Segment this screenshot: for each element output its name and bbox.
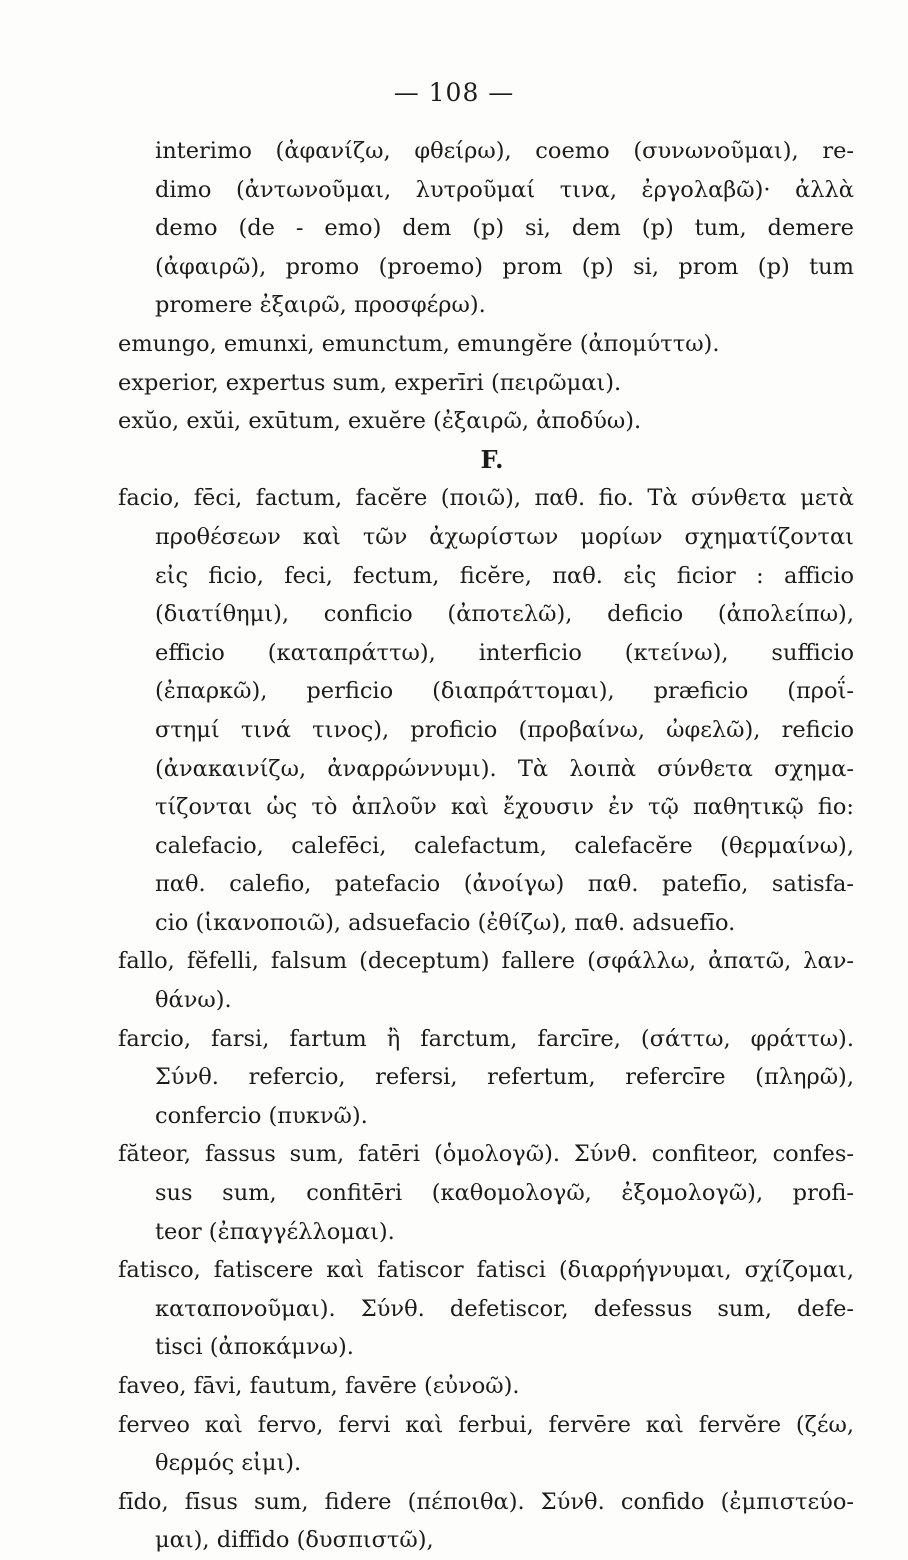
text-line: demo (de - emo) dem (p) si, dem (p) tum, demere [155,215,854,242]
text-line: θερμός εἰμι). [155,1450,302,1477]
text-line: tisci (ἀποκάμνω). [155,1334,354,1361]
text-line: Σύνθ. refercio, refersi, refertum, refercīre (πληρῶ), [155,1064,854,1091]
text-line: emungo, emunxi, emunctum, emungĕre (ἀπομύττω). [118,330,720,357]
text-line: μαι), diffido (δυσπιστῶ), [155,1527,434,1554]
text-line: παθ. calefio, patefacio (ἀνοίγω) παθ. patefīo, satisfa- [155,871,854,898]
text-line: experior, expertus sum, experīri (πειρῶμαι). [118,369,622,396]
text-line: exŭo, exŭi, exūtum, exuĕre (ἐξαιρῶ, ἀποδύω). [118,408,642,435]
text-line: calefacio, calefēci, calefactum, calefacĕre (θερμαίνω), [155,832,854,859]
text-line: (ἀνακαινίζω, ἀναρρώννυμι). Τὰ λοιπὰ σύνθετα σχημα- [155,755,854,782]
text-line: promere ἐξαιρῶ, προσφέρω). [155,292,486,319]
text-line: ferveo καὶ fervo, fervi καὶ ferbui, fervēre καὶ fervĕre (ζέω, [118,1411,854,1438]
text-line: θάνω). [155,987,232,1014]
text-line: τίζονται ὡς τὸ ἁπλοῦν καὶ ἔχουσιν ἐν τῷ παθητικῷ fio: [155,794,854,821]
text-line: fatisco, fatiscere καὶ fatiscor fatisci (διαρρήγνυμαι, σχίζομαι, [118,1257,854,1284]
text-line: sus sum, confitēri (καθομολογῶ, ἐξομολογῶ), profi- [155,1180,854,1207]
text-line: teor (ἐπαγγέλλομαι). [155,1218,395,1245]
text-line: făteor, fassus sum, fatēri (ὁμολογῶ). Σύνθ. confiteor, confes- [118,1141,854,1168]
text-line: efficio (καταπράττω), interficio (κτείνω), sufficio [155,639,854,666]
text-line: fallo, fĕfelli, falsum (deceptum) fallere (σφάλλω, ἀπατῶ, λαν- [118,948,854,975]
text-line: faveo, fāvi, fautum, favēre (εὐνοῶ). [118,1373,520,1399]
text-line: εἰς ficio, feci, fectum, ficĕre, παθ. εἰς ficior : afficio [155,562,854,589]
text-line: dimo (ἀντωνοῦμαι, λυτροῦμαί τινα, ἐργολαβῶ)· ἀλλὰ [155,176,854,203]
text-line: καταπονοῦμαι). Σύνθ. defetiscor, defessus sum, defe- [155,1295,854,1322]
text-line: (διατίθημι), conficio (ἀποτελῶ), deficio (ἀπολείπω), [155,601,854,628]
dictionary-text [118,132,854,1560]
text-line: στημί τινά τινος), proficio (προβαίνω, ὠφελῶ), reficio [155,716,854,743]
section-heading: F. [480,444,504,474]
text-line: cio (ἱκανοποιῶ), adsuefacio (ἐθίζω), παθ. adsuefīo. [155,909,736,936]
text-line: προθέσεων καὶ τῶν ἀχωρίστων μορίων σχηματίζονται [155,523,854,550]
text-line: fīdo, fīsus sum, fidere (πέποιθα). Σύνθ. confido (ἐμπιστεύο- [118,1488,854,1515]
text-line: facio, fēci, factum, facĕre (ποιῶ), παθ. fio. Τὰ σύνθετα μετὰ [118,485,854,512]
text-line: (ἐπαρκῶ), perficio (διαπράττομαι), præficio (προΐ- [155,678,854,705]
text-line: confercio (πυκνῶ). [155,1102,368,1129]
text-line: (ἀφαιρῶ), promo (proemo) prom (p) si, prom (p) tum [155,253,854,280]
text-line: interimo (ἀφανίζω, φθείρω), coemo (συνωνοῦμαι), re- [155,138,854,164]
text-line: farcio, farsi, fartum ἢ farctum, farcīre, (σάττω, φράττω). [118,1025,854,1052]
page-number: — 108 — [393,78,515,107]
